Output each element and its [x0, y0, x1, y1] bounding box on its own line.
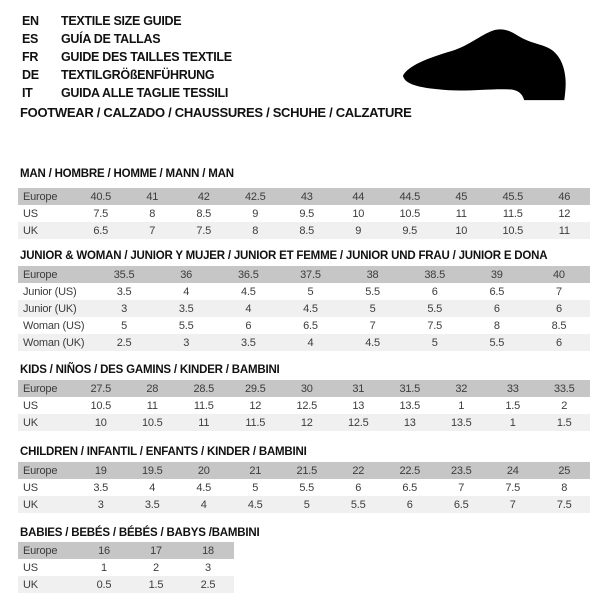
size-cell: 4	[245, 302, 252, 315]
size-cell: 11.5	[245, 416, 266, 429]
table-row	[18, 576, 234, 593]
size-cell: 6	[245, 319, 252, 332]
size-cell: 3	[97, 498, 104, 511]
size-cell: 10.5	[502, 224, 524, 237]
table-row	[18, 266, 590, 283]
size-cell: 1.5	[556, 416, 572, 429]
row-label: Europe	[23, 268, 58, 281]
row-label: Europe	[23, 544, 58, 557]
size-cell: 40.5	[90, 190, 112, 203]
section-title-junior-woman: JUNIOR & WOMAN / JUNIOR Y MUJER / JUNIOR ET FEMME / JUNIOR UND FRAU / JUNIOR E DONA	[20, 250, 548, 262]
size-cell: 10.5	[90, 399, 112, 412]
size-cell: 6	[555, 302, 562, 315]
row-label: Europe	[23, 190, 58, 203]
size-cell: 23.5	[450, 464, 472, 477]
size-cell: 18	[202, 544, 214, 557]
size-cell: 5	[121, 319, 128, 332]
size-cell: 9.5	[299, 207, 315, 220]
size-cell: 29.5	[244, 382, 266, 395]
size-cell: 33	[506, 382, 519, 395]
size-cell: 10.5	[141, 416, 163, 429]
size-cell: 5.5	[178, 319, 194, 332]
size-cell: 3	[183, 336, 190, 349]
size-cell: 30	[300, 382, 313, 395]
size-cell: 46	[558, 190, 571, 203]
size-cell: 4.5	[247, 498, 263, 511]
size-cell: 10.5	[399, 207, 421, 220]
table-row	[18, 479, 590, 496]
size-cell: 3.5	[116, 285, 132, 298]
size-cell: 1.5	[505, 399, 521, 412]
size-cell: 13	[352, 399, 365, 412]
size-cell: 45	[455, 190, 468, 203]
size-cell: 11	[455, 207, 467, 220]
size-cell: 8.5	[196, 207, 212, 220]
size-cell: 7.5	[427, 319, 443, 332]
table-row	[18, 222, 590, 239]
size-cell: 4	[183, 285, 190, 298]
size-cell: 3	[121, 302, 128, 315]
size-cell: 8.5	[299, 224, 315, 237]
row-label: Woman (UK)	[23, 336, 85, 349]
size-cell: 8	[149, 207, 156, 220]
size-cell: 5.5	[489, 336, 505, 349]
size-cell: 11.5	[193, 399, 214, 412]
size-cell: 12.5	[296, 399, 318, 412]
table-row	[18, 205, 590, 222]
language-code: ES	[22, 32, 39, 46]
size-cell: 31.5	[399, 382, 421, 395]
row-label: US	[23, 399, 38, 412]
size-cell: 5.5	[365, 285, 380, 298]
size-cell: 6	[555, 336, 562, 349]
size-cell: 1	[458, 399, 465, 412]
size-cell: 4	[200, 498, 207, 511]
size-cell: 3	[205, 561, 211, 574]
size-cell: 6	[355, 481, 362, 494]
size-cell: 5	[369, 302, 376, 315]
row-label: Europe	[23, 464, 58, 477]
language-row	[22, 48, 232, 66]
size-cell: 24	[506, 464, 519, 477]
language-row	[22, 84, 232, 102]
size-cell: 9	[252, 207, 259, 220]
size-cell: 10	[352, 207, 365, 220]
size-cell: 27.5	[90, 382, 112, 395]
table-row	[18, 334, 590, 351]
size-cell: 5.5	[299, 481, 315, 494]
size-cell: 7	[149, 224, 156, 237]
size-table-babies	[18, 542, 234, 593]
size-table-man	[18, 188, 590, 239]
language-label: GUIDA ALLE TAGLIE TESSILI	[61, 86, 229, 100]
size-cell: 4	[307, 336, 314, 349]
size-cell: 5	[307, 285, 314, 298]
size-cell: 44	[352, 190, 365, 203]
size-cell: 6	[431, 285, 438, 298]
size-cell: 2.5	[200, 578, 216, 591]
table-row	[18, 380, 590, 397]
size-cell: 6.5	[453, 498, 469, 511]
size-cell: 8	[493, 319, 500, 332]
size-cell: 38.5	[424, 268, 445, 281]
size-cell: 2.5	[116, 336, 132, 349]
size-table-junior-woman	[18, 266, 590, 351]
size-cell: 16	[98, 544, 110, 557]
row-label: UK	[23, 498, 38, 511]
size-cell: 6.5	[93, 224, 109, 237]
size-cell: 4.5	[365, 336, 380, 349]
size-cell: 13.5	[450, 416, 472, 429]
size-cell: 40	[553, 268, 565, 281]
size-cell: 8.5	[551, 319, 567, 332]
language-code: EN	[22, 14, 39, 28]
size-cell: 28.5	[193, 382, 215, 395]
size-cell: 33.5	[553, 382, 575, 395]
row-label: UK	[23, 416, 38, 429]
table-row	[18, 188, 590, 205]
size-cell: 5	[431, 336, 438, 349]
size-cell: 39	[490, 268, 503, 281]
language-row	[22, 12, 232, 30]
row-label: US	[23, 207, 38, 220]
size-cell: 5.5	[427, 302, 443, 315]
size-cell: 42	[197, 190, 210, 203]
size-cell: 3.5	[93, 481, 109, 494]
size-cell: 1.5	[148, 578, 164, 591]
size-table-children	[18, 462, 590, 513]
table-row	[18, 414, 590, 431]
size-cell: 12	[249, 399, 262, 412]
row-label: Junior (US)	[23, 285, 77, 298]
size-cell: 1	[101, 561, 107, 574]
shoe-icon	[393, 20, 585, 108]
size-cell: 42.5	[244, 190, 266, 203]
row-label: US	[23, 561, 38, 574]
size-cell: 41	[146, 190, 159, 203]
size-cell: 43	[300, 190, 313, 203]
language-label: GUÍA DE TALLAS	[61, 32, 161, 46]
size-cell: 10	[455, 224, 468, 237]
size-cell: 2	[561, 399, 568, 412]
size-cell: 7.5	[505, 481, 521, 494]
table-row	[18, 559, 234, 576]
size-cell: 5	[252, 481, 259, 494]
row-label: UK	[23, 578, 38, 591]
size-cell: 12	[558, 207, 571, 220]
section-title-man: MAN / HOMBRE / HOMME / MANN / MAN	[20, 168, 234, 180]
language-row	[22, 30, 232, 48]
size-cell: 28	[146, 382, 159, 395]
table-row	[18, 317, 590, 334]
language-title-list	[22, 12, 232, 102]
table-row	[18, 542, 234, 559]
size-cell: 11	[146, 399, 158, 412]
size-cell: 37.5	[300, 268, 321, 281]
size-cell: 7	[458, 481, 465, 494]
size-cell: 6.5	[303, 319, 318, 332]
size-cell: 35.5	[113, 268, 135, 281]
table-row	[18, 283, 590, 300]
table-row	[18, 496, 590, 513]
size-cell: 3.5	[178, 302, 194, 315]
size-cell: 6	[493, 302, 500, 315]
size-cell: 17	[150, 544, 162, 557]
table-row	[18, 300, 590, 317]
size-cell: 20	[197, 464, 210, 477]
size-cell: 5.5	[350, 498, 366, 511]
size-cell: 1	[509, 416, 516, 429]
size-cell: 32	[455, 382, 468, 395]
size-cell: 3.5	[240, 336, 256, 349]
size-cell: 22.5	[399, 464, 421, 477]
size-cell: 11	[558, 224, 570, 237]
size-cell: 13.5	[399, 399, 421, 412]
row-label: Woman (US)	[23, 319, 85, 332]
size-table-kids	[18, 380, 590, 431]
row-label: Europe	[23, 382, 58, 395]
size-cell: 45.5	[502, 190, 524, 203]
size-cell: 31	[352, 382, 365, 395]
size-cell: 21	[249, 464, 262, 477]
row-label: Junior (UK)	[23, 302, 77, 315]
size-cell: 11.5	[502, 207, 523, 220]
size-cell: 7	[369, 319, 376, 332]
size-cell: 9.5	[402, 224, 418, 237]
language-code: FR	[22, 50, 39, 64]
size-cell: 11	[198, 416, 210, 429]
size-cell: 0.5	[96, 578, 112, 591]
language-row	[22, 66, 232, 84]
size-cell: 4.5	[196, 481, 212, 494]
size-cell: 7	[509, 498, 516, 511]
language-label: TEXTILE SIZE GUIDE	[61, 14, 182, 28]
section-title-children: CHILDREN / INFANTIL / ENFANTS / KINDER / BAMBINI	[20, 446, 307, 458]
row-label: US	[23, 481, 38, 494]
size-cell: 36	[180, 268, 193, 281]
size-cell: 25	[558, 464, 571, 477]
size-cell: 4	[149, 481, 156, 494]
size-cell: 5	[303, 498, 310, 511]
section-title-babies: BABIES / BEBÉS / BÉBÉS / BABYS /BAMBINI	[20, 527, 260, 539]
section-title-kids: KIDS / NIÑOS / DES GAMINS / KINDER / BAMBINI	[20, 364, 280, 376]
size-cell: 6.5	[489, 285, 505, 298]
size-cell: 19.5	[141, 464, 163, 477]
size-cell: 6	[406, 498, 413, 511]
size-cell: 2	[153, 561, 159, 574]
size-cell: 38	[366, 268, 379, 281]
size-cell: 13	[403, 416, 416, 429]
size-cell: 8	[252, 224, 259, 237]
size-cell: 6.5	[402, 481, 418, 494]
size-cell: 7	[555, 285, 562, 298]
size-cell: 12.5	[347, 416, 369, 429]
size-cell: 7.5	[93, 207, 109, 220]
size-cell: 7.5	[196, 224, 212, 237]
table-row	[18, 397, 590, 414]
language-label: GUIDE DES TAILLES TEXTILE	[61, 50, 232, 64]
size-cell: 10	[94, 416, 107, 429]
table-row	[18, 462, 590, 479]
size-cell: 4.5	[303, 302, 318, 315]
size-cell: 4.5	[240, 285, 256, 298]
size-cell: 12	[300, 416, 313, 429]
language-label: TEXTILGRÖßENFÜHRUNG	[61, 68, 215, 82]
size-cell: 36.5	[238, 268, 259, 281]
size-cell: 19	[94, 464, 107, 477]
row-label: UK	[23, 224, 38, 237]
size-cell: 8	[561, 481, 568, 494]
size-cell: 22	[352, 464, 365, 477]
size-cell: 9	[355, 224, 362, 237]
size-cell: 3.5	[144, 498, 160, 511]
category-heading: FOOTWEAR / CALZADO / CHAUSSURES / SCHUHE / CALZATURE	[20, 105, 412, 120]
size-cell: 7.5	[556, 498, 572, 511]
language-code: IT	[22, 86, 33, 100]
size-cell: 21.5	[296, 464, 318, 477]
size-cell: 44.5	[399, 190, 421, 203]
language-code: DE	[22, 68, 39, 82]
